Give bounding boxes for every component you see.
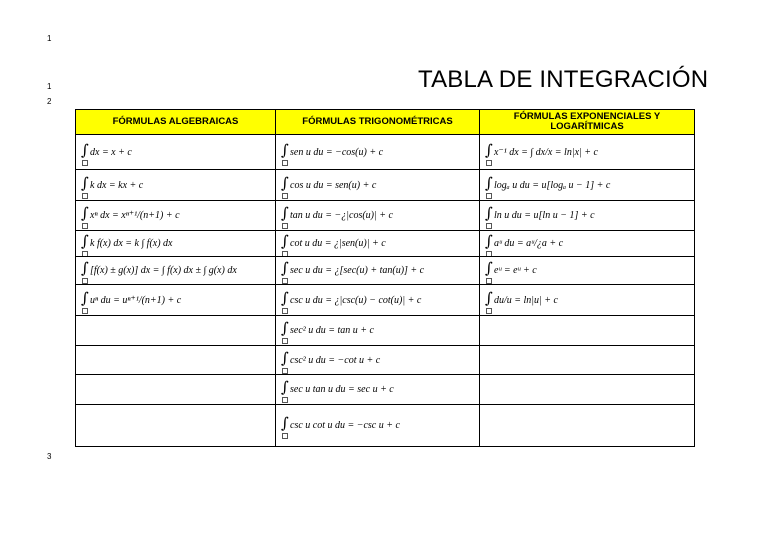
formula: ∫ aᵘ du = aᵘ/¿a + c: [485, 238, 563, 249]
formula-cell-exponential: [480, 170, 695, 201]
formula-cell-algebraic: [76, 257, 276, 285]
table-row: [76, 316, 695, 346]
formula-cell-exponential: [480, 135, 695, 170]
formula-cell-trigonometric: [276, 201, 480, 231]
formula: ∫ xⁿ dx = xⁿ⁺¹/(n+1) + c: [81, 210, 180, 221]
formula-cell-trigonometric: [276, 231, 480, 257]
formula: ∫ dx = x + c: [81, 147, 132, 158]
formula-cell-trigonometric: [276, 285, 480, 316]
table-row: [76, 201, 695, 231]
formula-cell-algebraic: [76, 375, 276, 405]
formula: ∫ k dx = kx + c: [81, 180, 143, 191]
header-trigonometric: FÓRMULAS TRIGONOMÉTRICAS: [276, 110, 480, 135]
formula-cell-trigonometric: [276, 257, 480, 285]
formula-cell-algebraic: [76, 285, 276, 316]
formula: ∫ cos u du = sen(u) + c: [281, 180, 376, 191]
formula-cell-algebraic: [76, 405, 276, 447]
line-number-2: 2: [47, 97, 52, 106]
table-row: [76, 285, 695, 316]
line-number-1b: 1: [47, 82, 52, 91]
formula-cell-trigonometric: [276, 316, 480, 346]
page-title: TABLA DE INTEGRACIÓN: [418, 66, 709, 93]
formula: ∫ du/u = ln|u| + c: [485, 295, 558, 306]
formula: ∫ eᵘ = eᵘ + c: [485, 265, 537, 276]
formula: ∫ sec² u du = tan u + c: [281, 325, 374, 336]
formula-cell-algebraic: [76, 231, 276, 257]
formula-cell-exponential: [480, 405, 695, 447]
formula: ∫ x⁻¹ dx = ∫ dx/x = ln|x| + c: [485, 147, 598, 158]
table-row: [76, 346, 695, 375]
integration-table: [75, 109, 695, 447]
formula-cell-exponential: [480, 316, 695, 346]
formula-cell-trigonometric: [276, 135, 480, 170]
formula: ∫ csc u cot u du = −csc u + c: [281, 420, 400, 431]
table-row: [76, 257, 695, 285]
formula-cell-exponential: [480, 285, 695, 316]
formula: ∫ [f(x) ± g(x)] dx = ∫ f(x) dx ± ∫ g(x) dx: [81, 265, 237, 276]
formula-cell-trigonometric: [276, 405, 480, 447]
formula: ∫ cot u du = ¿|sen(u)| + c: [281, 238, 386, 249]
table-row: [76, 375, 695, 405]
formula: ∫ sec u tan u du = sec u + c: [281, 384, 394, 395]
table-body: [76, 135, 695, 447]
line-number-1: 1: [47, 34, 52, 43]
formula-cell-trigonometric: [276, 170, 480, 201]
table-row: [76, 231, 695, 257]
table-row: [76, 135, 695, 170]
formula-cell-exponential: [480, 231, 695, 257]
formula: ∫ tan u du = −¿|cos(u)| + c: [281, 210, 393, 221]
formula-cell-exponential: [480, 257, 695, 285]
table-header-row: [76, 110, 695, 135]
formula-cell-exponential: [480, 375, 695, 405]
table-row: [76, 405, 695, 447]
line-number-3: 3: [47, 452, 52, 461]
table-row: [76, 170, 695, 201]
header-algebraic: FÓRMULAS ALGEBRAICAS: [76, 110, 276, 135]
formula: ∫ csc² u du = −cot u + c: [281, 355, 380, 366]
formula: ∫ csc u du = ¿|csc(u) − cot(u)| + c: [281, 295, 421, 306]
header-exponential-logarithmic: FÓRMULAS EXPONENCIALES Y LOGARÍTMICAS: [480, 110, 695, 135]
formula-cell-algebraic: [76, 135, 276, 170]
formula-cell-exponential: [480, 201, 695, 231]
formula-cell-algebraic: [76, 170, 276, 201]
formula: ∫ ln u du = u[ln u − 1] + c: [485, 210, 595, 221]
formula: ∫ logₐ u du = u[logₐ u − 1] + c: [485, 180, 610, 191]
formula: ∫ sen u du = −cos(u) + c: [281, 147, 383, 158]
formula-cell-exponential: [480, 346, 695, 375]
formula-cell-algebraic: [76, 201, 276, 231]
formula-cell-trigonometric: [276, 346, 480, 375]
formula: ∫ sec u du = ¿[sec(u) + tan(u)] + c: [281, 265, 424, 276]
formula-cell-algebraic: [76, 316, 276, 346]
formula-cell-algebraic: [76, 346, 276, 375]
formula: ∫ k f(x) dx = k ∫ f(x) dx: [81, 238, 173, 249]
formula-cell-trigonometric: [276, 375, 480, 405]
formula: ∫ uⁿ du = uⁿ⁺¹/(n+1) + c: [81, 295, 181, 306]
